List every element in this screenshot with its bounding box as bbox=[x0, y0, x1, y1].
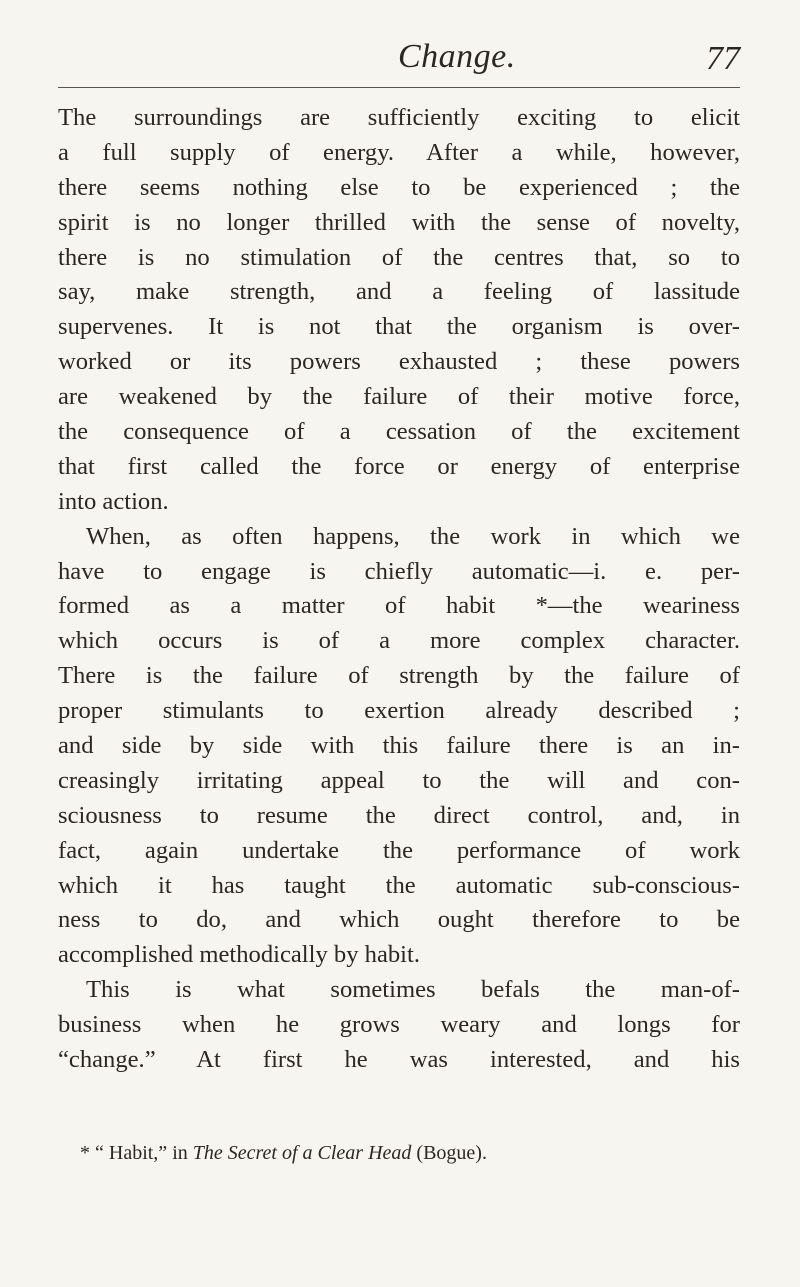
running-head: Change. bbox=[398, 38, 516, 75]
text-line: spirit is no longer thrilled with the sense of novelty, bbox=[58, 208, 740, 236]
text-line: worked or its powers exhausted ; these powers bbox=[58, 348, 740, 376]
text-line: that first called the force or energy of enterprise bbox=[58, 452, 740, 480]
text-line: have to engage is chiefly automatic—i. e. per- bbox=[58, 557, 740, 585]
text-line: accomplished methodically by habit. bbox=[58, 941, 420, 969]
page-number: 77 bbox=[706, 40, 740, 77]
body-text bbox=[58, 101, 740, 1078]
text-line: say, make strength, and a feeling of lassitude bbox=[58, 278, 740, 306]
text-line: business when he grows weary and longs for bbox=[58, 1011, 740, 1039]
text-line: there seems nothing else to be experienced ; the bbox=[58, 173, 740, 201]
footnote-book-title: The Secret of a Clear Head bbox=[192, 1142, 412, 1164]
text-line: the consequence of a cessation of the excitement bbox=[58, 418, 740, 446]
footnote-suffix: (Bogue). bbox=[411, 1142, 487, 1164]
footnote-prefix: * “ Habit,” in bbox=[80, 1142, 193, 1164]
text-line: which it has taught the automatic sub-conscious- bbox=[58, 871, 740, 899]
text-line: When, as often happens, the work in which we bbox=[86, 522, 740, 550]
text-line: proper stimulants to exertion already described ; bbox=[58, 697, 740, 725]
text-line: there is no stimulation of the centres that, so to bbox=[58, 243, 740, 271]
text-line: sciousness to resume the direct control, and, in bbox=[58, 801, 740, 829]
text-line: a full supply of energy. After a while, however, bbox=[58, 138, 740, 166]
text-line: supervenes. It is not that the organism is over- bbox=[58, 313, 740, 341]
text-line: There is the failure of strength by the failure of bbox=[58, 662, 740, 690]
text-line: This is what sometimes befals the man-of- bbox=[86, 976, 740, 1004]
header-rule bbox=[58, 87, 740, 88]
text-line: and side by side with this failure there is an in- bbox=[58, 732, 740, 760]
text-line: formed as a matter of habit *—the weariness bbox=[58, 592, 740, 620]
text-line: “change.” At first he was interested, and his bbox=[58, 1046, 740, 1074]
text-line: creasingly irritating appeal to the will and con- bbox=[58, 766, 740, 794]
text-line: which occurs is of a more complex character. bbox=[58, 627, 740, 655]
text-line: fact, again undertake the performance of work bbox=[58, 836, 740, 864]
text-line: into action. bbox=[58, 487, 169, 515]
page-header bbox=[58, 38, 740, 82]
text-line: are weakened by the failure of their motive force, bbox=[58, 383, 740, 411]
footnote bbox=[80, 1142, 487, 1165]
text-line: The surroundings are sufficiently exciting to elicit bbox=[58, 104, 740, 131]
text-line: ness to do, and which ought therefore to be bbox=[58, 906, 740, 934]
